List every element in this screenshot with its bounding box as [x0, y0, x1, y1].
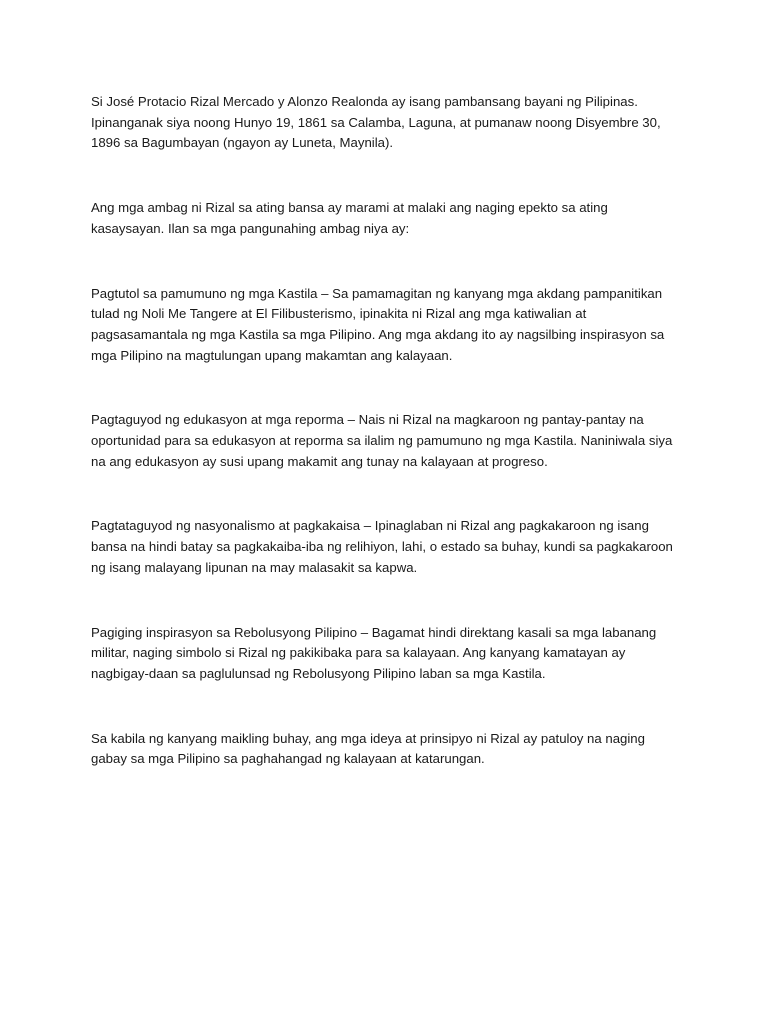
paragraph-conclusion: Sa kabila ng kanyang maikling buhay, ang mga ideya at prinsipyo ni Rizal ay patuloy na naging gabay sa mga Pilipino sa paghahangad ng kalayaan at katarungan. — [91, 730, 645, 767]
paragraph-contributions-intro: Ang mga ambag ni Rizal sa ating bansa ay marami at malaki ang naging epekto sa ating kasaysayan. Ilan sa mga pangunahing ambag niya ay: — [91, 200, 608, 236]
paragraph-opposition: Pagtutol sa pamumuno ng mga Kastila – Sa pamamagitan ng kanyang mga akdang pampanitikan tulad ng Noli Me Tangere at El Filibusterismo, ipinakita ni Rizal ang mga katiwalian at pagsasamantala ng mga Kastila sa mga Pilipino. Ang mga akdang ito ay nagsilbing inspirasyon sa mga Pilipino na magtulungan upang makamtan ang kalayaan. — [91, 285, 665, 363]
paragraph-nationalism: Pagtataguyod ng nasyonalismo at pagkakaisa – Ipinaglaban ni Rizal ang pagkakaroon ng isang bansa na hindi batay sa pagkakaiba-iba ng relihiyon, lahi, o estado sa buhay, kundi sa pagkakaroon ng isang malayang lipunan na may malasakit sa kapwa. — [91, 518, 673, 575]
document-body — [91, 92, 681, 814]
paragraph-intro: Si José Protacio Rizal Mercado y Alonzo Realonda ay isang pambansang bayani ng Pilipinas. Ipinanganak siya noong Hunyo 19, 1861 sa Calamba, Laguna, at pumanaw noong Disyembre 30, 1896 sa Bagumbayan (ngayon ay Luneta, Maynila). — [91, 94, 661, 151]
paragraph-education: Pagtaguyod ng edukasyon at mga reporma – Nais ni Rizal na magkaroon ng pantay-pantay na oportunidad para sa edukasyon at reporma sa ilalim ng pamumuno ng mga Kastila. Naniniwala siya na ang edukasyon ay susi upang makamit ang tunay na kalayaan at progreso. — [91, 412, 673, 469]
paragraph-revolution: Pagiging inspirasyon sa Rebolusyong Pilipino – Bagamat hindi direktang kasali sa mga labanang militar, naging simbolo si Rizal ng pakikibaka para sa kalayaan. Ang kanyang kamatayan ay nagbigay-daan sa paglulunsad ng Rebolusyong Pilipino laban sa mga Kastila. — [91, 624, 657, 681]
